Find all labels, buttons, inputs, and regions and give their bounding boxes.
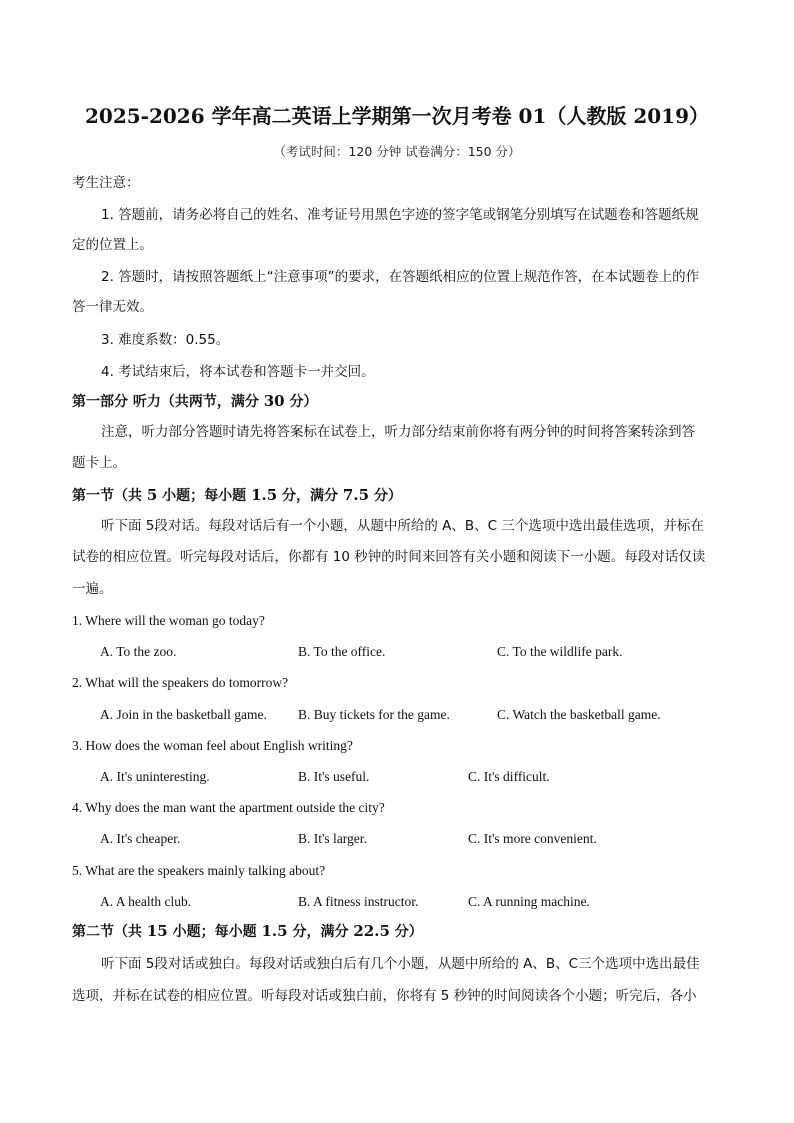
question-2-option-c: C. Watch the basketball game.: [497, 707, 661, 722]
section1-instr-line-3: 一遍。: [72, 581, 113, 597]
section1-instr-line-2: 试卷的相应位置。听完每段对话后，你都有 10 秒钟的时间来回答有关小题和阅读下一小题。每段对话仅读: [72, 549, 706, 565]
question-2-option-a: A. Join in the basketball game.: [100, 707, 267, 722]
question-4-option-a: A. It's cheaper.: [100, 831, 181, 846]
question-5-option-c: C. A running machine.: [468, 894, 590, 909]
question-3: 3. How does the woman feel about English writing?: [72, 738, 353, 753]
question-1-option-a: A. To the zoo.: [100, 644, 177, 659]
question-1-option-c: C. To the wildlife park.: [497, 644, 623, 659]
section2-instr-line-2: 选项，并标在试卷的相应位置。听每段对话或独白前，你将有 5 秒钟的时间阅读各个小题；听完后，各小: [72, 988, 697, 1004]
question-1: 1. Where will the woman go today?: [72, 613, 265, 628]
notes-heading: 考生注意：: [72, 175, 140, 191]
part1-heading: 第一部分 听力（共两节，满分 30 分）: [72, 392, 318, 410]
note-item-3: 3. 难度系数：0.55。: [101, 332, 230, 348]
note-item-1-line-1: 1. 答题前，请务必将自己的姓名、准考证号用黑色字迹的签字笔或钢笔分别填写在试题卷和答题纸规: [101, 207, 699, 223]
question-5: 5. What are the speakers mainly talking about?: [72, 863, 326, 878]
question-1-option-b: B. To the office.: [298, 644, 386, 659]
question-5-option-a: A. A health club.: [100, 894, 192, 909]
question-5-option-b: B. A fitness instructor.: [298, 894, 419, 909]
question-2: 2. What will the speakers do tomorrow?: [72, 675, 289, 690]
section2-instr-line-1: 听下面 5段对话或独白。每段对话或独白后有几个小题，从题中所给的 A、B、C三个选项中选出最佳: [101, 956, 700, 972]
question-4-option-c: C. It's more convenient.: [468, 831, 597, 846]
question-2-option-b: B. Buy tickets for the game.: [298, 707, 450, 722]
exam-info: （考试时间：120 分钟 试卷满分：150 分）: [273, 144, 521, 159]
question-4: 4. Why does the man want the apartment outside the city?: [72, 800, 385, 815]
question-4-option-b: B. It's larger.: [298, 831, 367, 846]
question-3-option-b: B. It's useful.: [298, 769, 370, 784]
part1-note-line-1: 注意，听力部分答题时请先将答案标在试卷上，听力部分结束前你将有两分钟的时间将答案转涂到答: [101, 424, 695, 440]
question-3-option-c: C. It's difficult.: [468, 769, 550, 784]
part1-note-line-2: 题卡上。: [72, 455, 126, 471]
note-item-2-line-2: 答一律无效。: [72, 299, 153, 315]
note-item-2-line-1: 2. 答题时，请按照答题纸上“注意事项”的要求，在答题纸相应的位置上规范作答，在本试题卷上的作: [101, 269, 700, 285]
note-item-1-line-2: 定的位置上。: [72, 237, 153, 253]
section1-instr-line-1: 听下面 5段对话。每段对话后有一个小题，从题中所给的 A、B、C 三个选项中选出最佳选项，并标在: [101, 518, 704, 534]
section2-heading: 第二节（共 15 小题；每小题 1.5 分，满分 22.5 分）: [72, 922, 423, 940]
page-title: 2025-2026 学年高二英语上学期第一次月考卷 01（人教版 2019）: [84, 104, 709, 128]
note-item-4: 4. 考试结束后，将本试卷和答题卡一并交回。: [101, 364, 375, 380]
section1-heading: 第一节（共 5 小题；每小题 1.5 分，满分 7.5 分）: [72, 486, 402, 504]
question-3-option-a: A. It's uninteresting.: [100, 769, 210, 784]
